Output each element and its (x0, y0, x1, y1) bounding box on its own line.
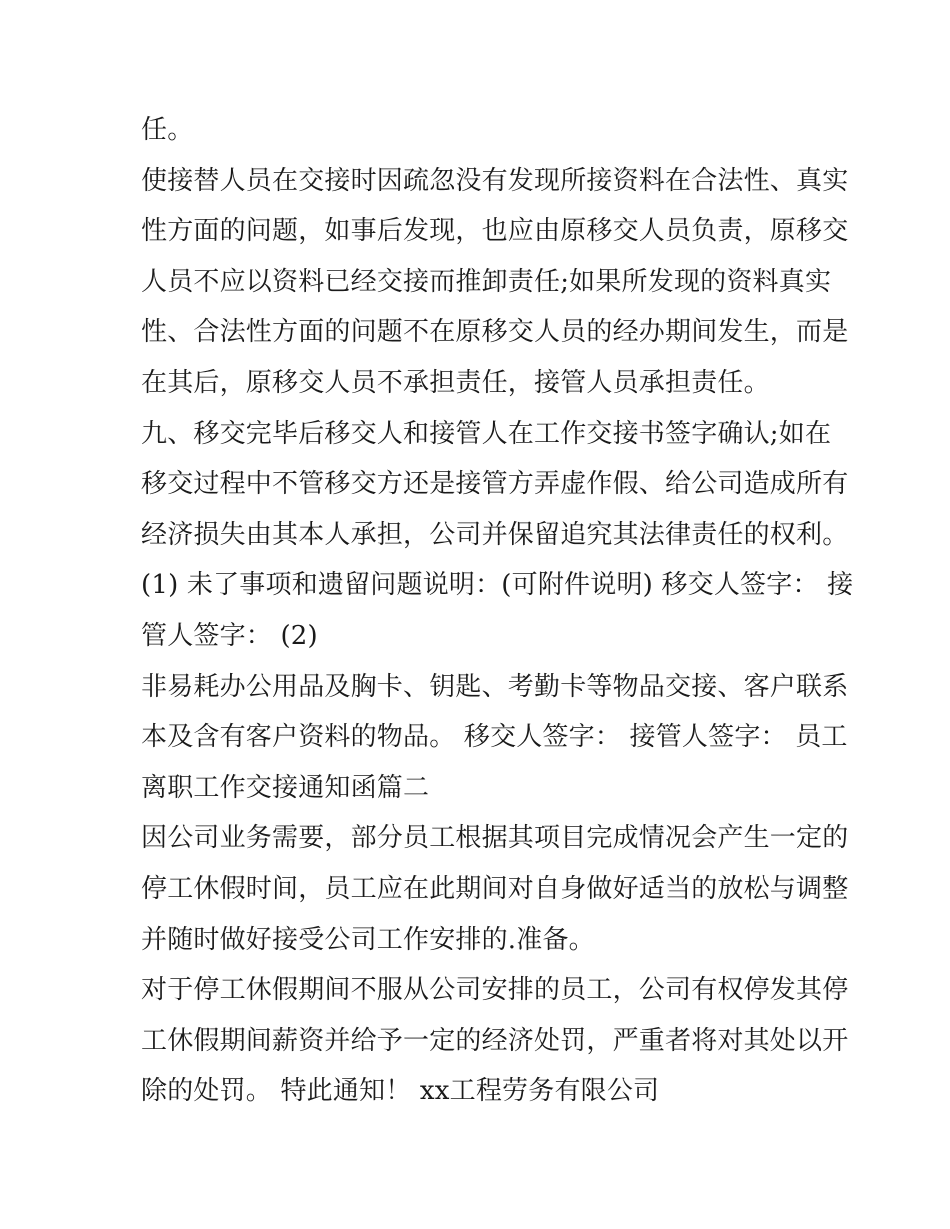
text-line: 任。 (141, 115, 194, 145)
text-line: 管人签字： (2) (141, 621, 318, 651)
text-line: 除的处罚。 特此通知！ xx工程劳务有限公司 (141, 1076, 660, 1106)
text-line: 因公司业务需要，部分员工根据其项目完成情况会产生一定的 (141, 823, 849, 853)
text-line: 性方面的问题，如事后发现，也应由原移交人员负责，原移交 (141, 216, 849, 246)
section-heading: 离职工作交接通知函篇二 (141, 773, 430, 803)
text-line: 人员不应以资料已经交接而推卸责任;如果所发现的资料真实 (141, 267, 832, 297)
text-line: 本及含有客户资料的物品。 移交人签字： 接管人签字： 员工 (141, 722, 848, 752)
text-line: (1) 未了事项和遗留问题说明：(可附件说明) 移交人签字： 接 (141, 570, 854, 600)
text-line: 工休假期间薪资并给予一定的经济处罚，严重者将对其处以开 (141, 1026, 849, 1056)
text-line: 停工休假时间，员工应在此期间对自身做好适当的放松与调整 (141, 874, 849, 904)
text-line: 非易耗办公用品及胸卡、钥匙、考勤卡等物品交接、客户联系 (141, 672, 849, 702)
text-line: 经济损失由其本人承担，公司并保留追究其法律责任的权利。 (141, 520, 849, 550)
text-line: 在其后，原移交人员不承担责任，接管人员承担责任。 (141, 368, 770, 398)
text-line: 并随时做好接受公司工作安排的.准备。 (141, 925, 595, 955)
text-line: 性、合法性方面的问题不在原移交人员的经办期间发生，而是 (141, 317, 849, 347)
text-line: 对于停工休假期间不服从公司安排的员工，公司有权停发其停 (141, 975, 849, 1005)
text-line: 九、移交完毕后移交人和接管人在工作交接书签字确认;如在 (141, 419, 832, 449)
text-line: 使接替人员在交接时因疏忽没有发现所接资料在合法性、真实 (141, 166, 849, 196)
text-line: 移交过程中不管移交方还是接管方弄虚作假、给公司造成所有 (141, 469, 849, 499)
